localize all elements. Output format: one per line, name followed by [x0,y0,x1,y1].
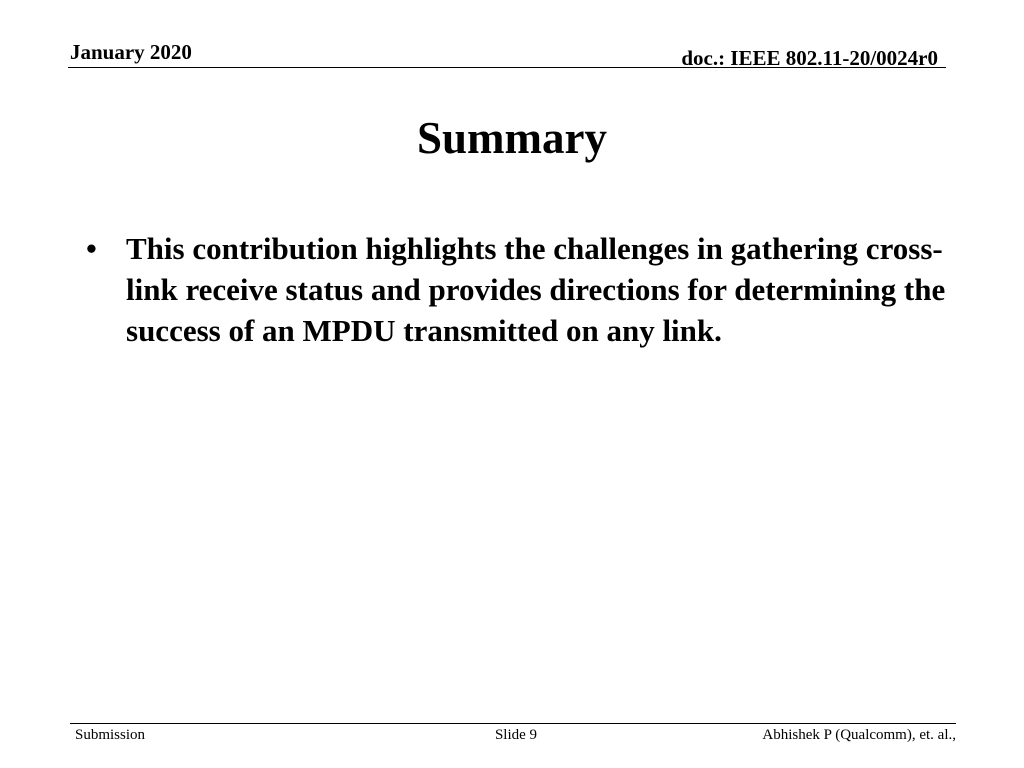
header-divider [68,67,946,68]
bullet-item [84,228,954,351]
footer-divider [70,723,956,724]
header-date: January 2020 [70,40,192,64]
footer-slide-number: Slide 9 [494,727,538,743]
slide-title: Summary [417,113,607,163]
footer-author: Abhishek P (Qualcomm), et. al., [762,727,956,743]
bullet-marker: • [86,231,97,266]
slide-body [84,228,954,351]
header-doc-id: doc.: IEEE 802.11-20/0024r0 [681,46,938,70]
footer-submission: Submission [75,727,146,743]
bullet-text: This contribution highlights the challenges in gathering cross-link receive status and provides directions for determining the success of an MPDU transmitted on any link. [126,231,946,348]
